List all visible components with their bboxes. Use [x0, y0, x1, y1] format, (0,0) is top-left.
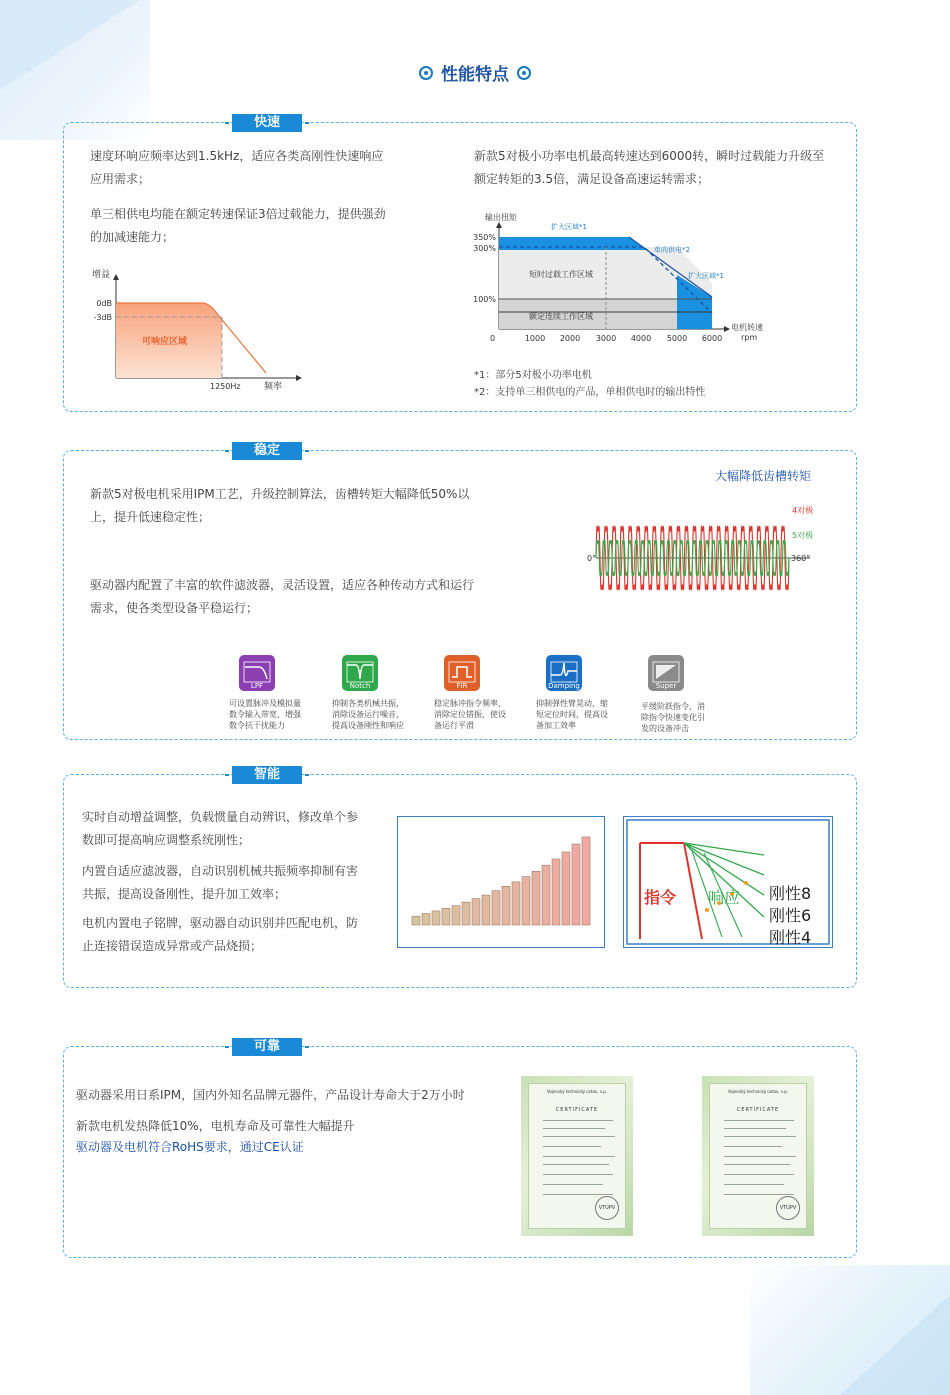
cert-seal: VTÚPV — [595, 1196, 619, 1220]
label-rated: 额定连续工作区域 — [529, 312, 593, 321]
cert-text-line — [543, 1174, 613, 1175]
text-line: 实时自动增益调整，负载惯量自动辨识，修改单个参 — [82, 810, 359, 824]
ce-certificate-1 — [521, 1076, 633, 1236]
gain-bar — [552, 859, 560, 925]
notch-description — [332, 698, 404, 731]
text-line: 数令抗干扰能力 — [229, 721, 285, 730]
text-line: 可设置脉冲及模拟量 — [229, 699, 301, 708]
x-tick: 1000 — [524, 334, 546, 343]
ce-certificate-2 — [702, 1076, 814, 1236]
cert-text-line — [724, 1146, 782, 1147]
certificate-body — [709, 1083, 807, 1229]
cert-text-line — [543, 1146, 601, 1147]
cert-heading: CERTIFICATE — [736, 1107, 780, 1113]
cert-text-line — [724, 1184, 784, 1185]
text-line: 单三相供电均能在额定转速保证3倍过载能力，提供强劲 — [90, 207, 386, 221]
fast-right-para — [474, 145, 824, 191]
stable-para-2 — [90, 574, 474, 620]
cert-text-line — [724, 1164, 790, 1165]
label-expand-1: 扩大区域*1 — [551, 223, 587, 231]
tick-0db: 0dB — [96, 299, 112, 308]
corner-decoration-bottom-right-accent — [840, 1295, 950, 1395]
text-line: 消除设备运行噪音， — [332, 710, 404, 719]
text-line: 提高设备刚性和响应 — [332, 721, 404, 730]
gain-bar — [562, 852, 570, 925]
text-line: 的加减速能力； — [90, 230, 175, 244]
text-line: 稳定脉冲指令频率， — [434, 699, 506, 708]
lpf-filter-icon — [239, 655, 275, 691]
gain-bar — [472, 899, 480, 925]
section-reliable — [63, 1039, 857, 1258]
cert-text-line — [543, 1164, 609, 1165]
stiffness-inner-frame — [627, 820, 829, 944]
gain-bar — [522, 877, 530, 925]
gain-x-label: 频率 — [264, 382, 283, 392]
x-tick: 5000 — [666, 334, 688, 343]
torque-chart — [469, 205, 789, 345]
text-line: 上，提升低速稳定性； — [90, 510, 211, 524]
text-line: 止连接错误造成异常或产品烧损； — [82, 939, 263, 953]
super-description — [641, 701, 705, 734]
response-line — [684, 843, 764, 855]
cert-org: Vojenský technický ústav, s.p. — [546, 1089, 607, 1094]
stiffness-chart — [624, 817, 832, 947]
gain-bar — [512, 882, 520, 925]
x-tick: 0 — [490, 334, 496, 343]
text-line: 需求，使各类型设备平稳运行； — [90, 601, 259, 615]
legend-5-pole: 5对极 — [792, 531, 814, 540]
filter-name: FIR — [456, 682, 468, 690]
smart-para-1 — [82, 806, 358, 852]
section-smart — [63, 767, 857, 988]
text-line: 应用需求； — [90, 172, 151, 186]
gain-bar — [422, 914, 430, 925]
text-line: 速度环响应频率达到1.5kHz，适应各类高刚性快速响应 — [90, 149, 384, 163]
certificate-body — [528, 1083, 626, 1229]
response-label: 响应 — [708, 888, 741, 907]
gain-bar — [432, 911, 440, 925]
text-line: 发的设备冲击 — [641, 724, 689, 733]
label-single-phase: 单向供电*2 — [654, 246, 690, 254]
x-tick: 3000 — [595, 334, 617, 343]
fast-left-para-2 — [90, 203, 386, 249]
text-line: 驱动器内配置了丰富的软件滤波器，灵活设置，适应各种传动方式和运行 — [90, 578, 475, 592]
page-title — [0, 60, 950, 85]
lpf-description — [229, 698, 301, 731]
stiffness-level: 刚性8 — [769, 884, 812, 903]
damping-filter-icon — [546, 655, 582, 691]
torque-x-label: 电机转速 — [731, 323, 763, 332]
cert-text-line — [724, 1156, 796, 1157]
stable-para-1 — [90, 483, 469, 529]
cert-text-line — [543, 1194, 613, 1195]
smart-para-2 — [82, 860, 358, 906]
cert-heading: CERTIFICATE — [555, 1107, 599, 1113]
y-tick: 300% — [473, 244, 496, 253]
cert-text-line — [724, 1120, 794, 1121]
section-tag-smart: 智能 — [232, 766, 302, 784]
wave-5-pole — [596, 540, 789, 575]
gain-bar — [492, 891, 500, 925]
page-title-text: 性能特点 — [441, 65, 509, 85]
cert-text-line — [543, 1120, 613, 1121]
response-marker — [744, 881, 748, 885]
text-line: 数令输入带宽，增强 — [229, 710, 301, 719]
auto-gain-chart-frame — [397, 816, 605, 948]
text-line: 共振，提高设备刚性，提升加工效率； — [82, 887, 287, 901]
filter-name: Super — [655, 682, 677, 690]
response-line — [684, 843, 764, 875]
hexagon-bullet-icon — [517, 66, 531, 80]
note-2: *2：支持单三相供电的产品，单相供电时的输出特性 — [474, 387, 706, 398]
gain-bar — [542, 865, 550, 925]
text-line: 平缓阶跃指令，消 — [641, 702, 705, 711]
smart-para-3 — [82, 912, 358, 958]
wave-title: 大幅降低齿槽转矩 — [715, 469, 812, 483]
section-tag-fast: 快速 — [232, 114, 302, 132]
torque-y-label: 输出扭矩 — [485, 213, 517, 222]
gain-chart — [84, 263, 324, 393]
reliable-line-2: 新款电机发热降低10%，电机寿命及可靠性大幅提升 — [76, 1119, 355, 1133]
text-line: 备加工效率 — [536, 721, 576, 730]
x-tick: 4000 — [630, 334, 652, 343]
cert-text-line — [724, 1128, 786, 1129]
text-line: 数即可提高响应调整系统刚性； — [82, 833, 251, 847]
label-expand-2: 扩大区域*1 — [688, 272, 724, 280]
section-stable — [63, 443, 857, 740]
text-line: 电机内置电子铭牌，驱动器自动识别并匹配电机，防 — [82, 916, 359, 930]
gain-bar — [572, 844, 580, 925]
fir-description — [434, 698, 506, 731]
gain-bar — [452, 906, 460, 925]
section-tag-reliable: 可靠 — [232, 1038, 302, 1056]
filter-name: Damping — [548, 682, 580, 690]
text-line: 除指令快速变化引 — [641, 713, 705, 722]
auto-gain-bar-chart — [398, 817, 604, 947]
filter-name: LPF — [250, 682, 264, 690]
hexagon-bullet-icon — [419, 66, 433, 80]
cert-text-line — [724, 1174, 794, 1175]
cert-text-line — [543, 1156, 615, 1157]
y-tick: 100% — [473, 295, 496, 304]
legend-4-pole: 4对极 — [792, 506, 814, 515]
cert-text-line — [724, 1194, 794, 1195]
torque-x-unit: rpm — [741, 333, 758, 342]
stiffness-chart-frame — [623, 816, 833, 948]
text-line: 抑制弹性臂晃动，缩 — [536, 699, 608, 708]
gain-bar — [502, 886, 510, 925]
cert-seal: VTÚPV — [776, 1196, 800, 1220]
fast-left-para-1 — [90, 145, 383, 191]
x-tick: 6000 — [701, 334, 723, 343]
cert-text-line — [543, 1136, 615, 1137]
notch-filter-icon — [342, 655, 378, 691]
tick-1250hz: 1250Hz — [210, 382, 241, 391]
text-line: 内置自适应滤波器，自动识别机械共振频率抑制有害 — [82, 864, 359, 878]
fast-notes — [474, 367, 705, 401]
gain-bar — [482, 895, 490, 925]
gain-bar — [582, 837, 590, 925]
gain-y-label: 增益 — [92, 270, 111, 280]
filter-name: Notch — [349, 682, 371, 690]
cert-text-line — [543, 1184, 603, 1185]
text-line: 抑制各类机械共振， — [332, 699, 404, 708]
label-short-overload: 短时过载工作区域 — [529, 270, 593, 279]
cert-text-line — [724, 1136, 796, 1137]
gain-bar — [462, 902, 470, 925]
text-line: 备运行平滑 — [434, 721, 474, 730]
text-line: 新款5对极小功率电机最高转速达到6000转，瞬时过载能力升级至 — [474, 149, 825, 163]
fir-filter-icon — [444, 655, 480, 691]
cert-text-line — [543, 1128, 605, 1129]
text-line: 短定位时间，提高设 — [536, 710, 608, 719]
note-1: *1：部分5对极小功率电机 — [474, 370, 592, 381]
section-tag-stable: 稳定 — [232, 442, 302, 460]
wave-x-end: 360° — [791, 554, 811, 563]
command-label: 指令 — [644, 888, 677, 907]
reliable-line-3: 驱动器及电机符合RoHS要求，通过CE认证 — [76, 1140, 304, 1154]
expand-area-top — [499, 237, 647, 250]
response-area-label: 可响应区域 — [142, 337, 188, 347]
stiffness-level: 刚性6 — [769, 906, 812, 925]
text-line: 消除定位错振，使设 — [434, 710, 506, 719]
reliable-line-1: 驱动器采用日系IPM，国内外知名品牌元器件，产品设计寿命大于2万小时 — [76, 1088, 465, 1102]
tick-minus-3db: -3dB — [93, 313, 112, 322]
text-line: 新款5对极电机采用IPM工艺，升级控制算法，齿槽转矩大幅降低50%以 — [90, 487, 470, 501]
cogging-torque-chart — [584, 495, 824, 605]
gain-bar — [532, 871, 540, 925]
super-filter-icon — [648, 655, 684, 691]
x-tick: 2000 — [559, 334, 581, 343]
text-line: 额定转矩的3.5倍，满足设备高速运转需求； — [474, 172, 710, 186]
wave-x-start: 0° — [587, 554, 597, 563]
response-marker — [705, 908, 709, 912]
stiffness-level: 刚性4 — [769, 928, 812, 947]
gain-bar — [412, 916, 420, 925]
y-tick: 350% — [473, 233, 496, 242]
cert-org: Vojenský technický ústav, s.p. — [727, 1089, 788, 1094]
section-fast — [63, 115, 857, 412]
damping-description — [536, 698, 608, 731]
gain-bar — [442, 908, 450, 925]
